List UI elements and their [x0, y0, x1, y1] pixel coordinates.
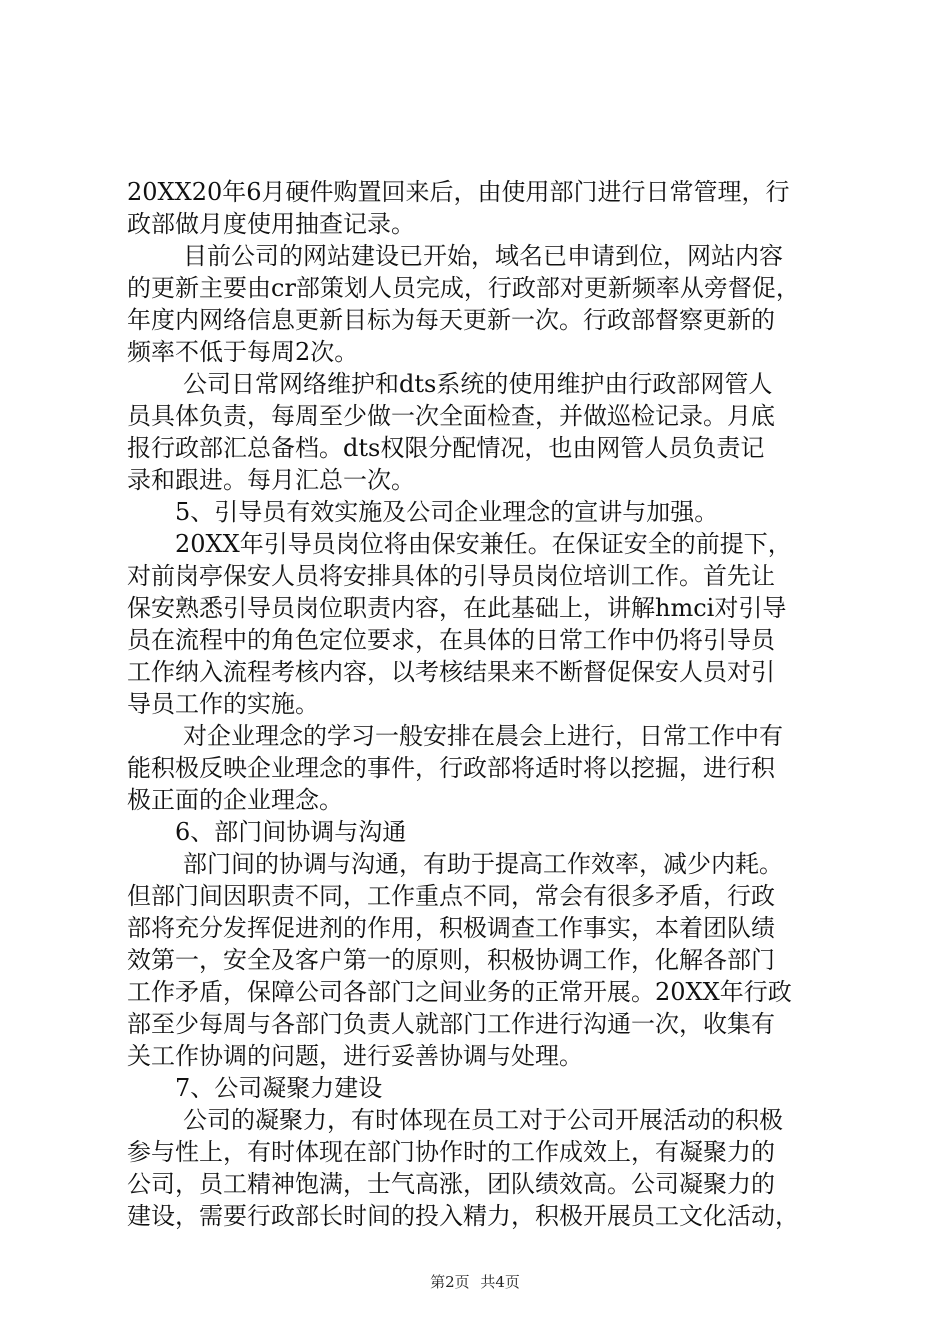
text-line: 效第一，安全及客户第一的原则，积极协调工作，化解各部门: [127, 946, 775, 974]
paragraph-start: 对企业理念的学习一般安排在晨会上进行，日常工作中有: [183, 722, 783, 750]
page-total: 共4页: [480, 1273, 520, 1291]
text-line: 工作矛盾，保障公司各部门之间业务的正常开展。20XX年行政: [127, 978, 792, 1006]
text-line: 导员工作的实施。: [127, 690, 319, 718]
text-line: 但部门间因职责不同，工作重点不同，常会有很多矛盾，行政: [127, 882, 775, 910]
text-line: 部将充分发挥促进剂的作用，积极调查工作事实，本着团队绩: [127, 914, 775, 942]
page-footer: [0, 1272, 950, 1292]
text-line: 报行政部汇总备档。dts权限分配情况，也由网管人员负责记: [127, 434, 765, 462]
text-line: 录和跟进。每月汇总一次。: [127, 466, 415, 494]
text-line: 工作纳入流程考核内容，以考核结果来不断督促保安人员对引: [127, 658, 775, 686]
text-line: 频率不低于每周2次。: [127, 338, 359, 366]
text-line: 年度内网络信息更新目标为每天更新一次。行政部督察更新的: [127, 306, 775, 334]
paragraph-start: 目前公司的网站建设已开始，域名已申请到位，网站内容: [183, 242, 783, 270]
document-body: [127, 176, 827, 1232]
text-line: 极正面的企业理念。: [127, 786, 343, 814]
text-line: 政部做月度使用抽查记录。: [127, 210, 415, 238]
text-line: 公司，员工精神饱满，士气高涨，团队绩效高。公司凝聚力的: [127, 1170, 775, 1198]
page-number: 第2页: [430, 1273, 470, 1291]
text-line: 能积极反映企业理念的事件，行政部将适时将以挖掘，进行积: [127, 754, 775, 782]
text-line: 对前岗亭保安人员将安排具体的引导员岗位培训工作。首先让: [127, 562, 775, 590]
section-heading: 7、公司凝聚力建设: [175, 1074, 383, 1102]
paragraph-start: 公司日常网络维护和dts系统的使用维护由行政部网管人: [183, 370, 773, 398]
text-line: 部至少每周与各部门负责人就部门工作进行沟通一次，收集有: [127, 1010, 775, 1038]
section-heading: 6、部门间协调与沟通: [175, 818, 407, 846]
text-line: 员在流程中的角色定位要求，在具体的日常工作中仍将引导员: [127, 626, 775, 654]
text-line: 保安熟悉引导员岗位职责内容，在此基础上，讲解hmci对引导: [127, 594, 787, 622]
text-line: 20XX20年6月硬件购置回来后，由使用部门进行日常管理，行: [127, 178, 790, 206]
paragraph-start: 20XX年引导员岗位将由保安兼任。在保证安全的前提下，: [175, 530, 792, 558]
text-line: 关工作协调的问题，进行妥善协调与处理。: [127, 1042, 583, 1070]
paragraph-start: 部门间的协调与沟通，有助于提高工作效率，减少内耗。: [183, 850, 783, 878]
section-heading: 5、引导员有效实施及公司企业理念的宣讲与加强。: [175, 498, 719, 526]
text-line: 参与性上，有时体现在部门协作时的工作成效上，有凝聚力的: [127, 1138, 775, 1166]
text-line: 员具体负责，每周至少做一次全面检查，并做巡检记录。月底: [127, 402, 775, 430]
text-line: 的更新主要由cr部策划人员完成，行政部对更新频率从旁督促，: [127, 274, 800, 302]
text-line: 建设，需要行政部长时间的投入精力，积极开展员工文化活动，: [127, 1202, 799, 1230]
paragraph-start: 公司的凝聚力，有时体现在员工对于公司开展活动的积极: [183, 1106, 783, 1134]
